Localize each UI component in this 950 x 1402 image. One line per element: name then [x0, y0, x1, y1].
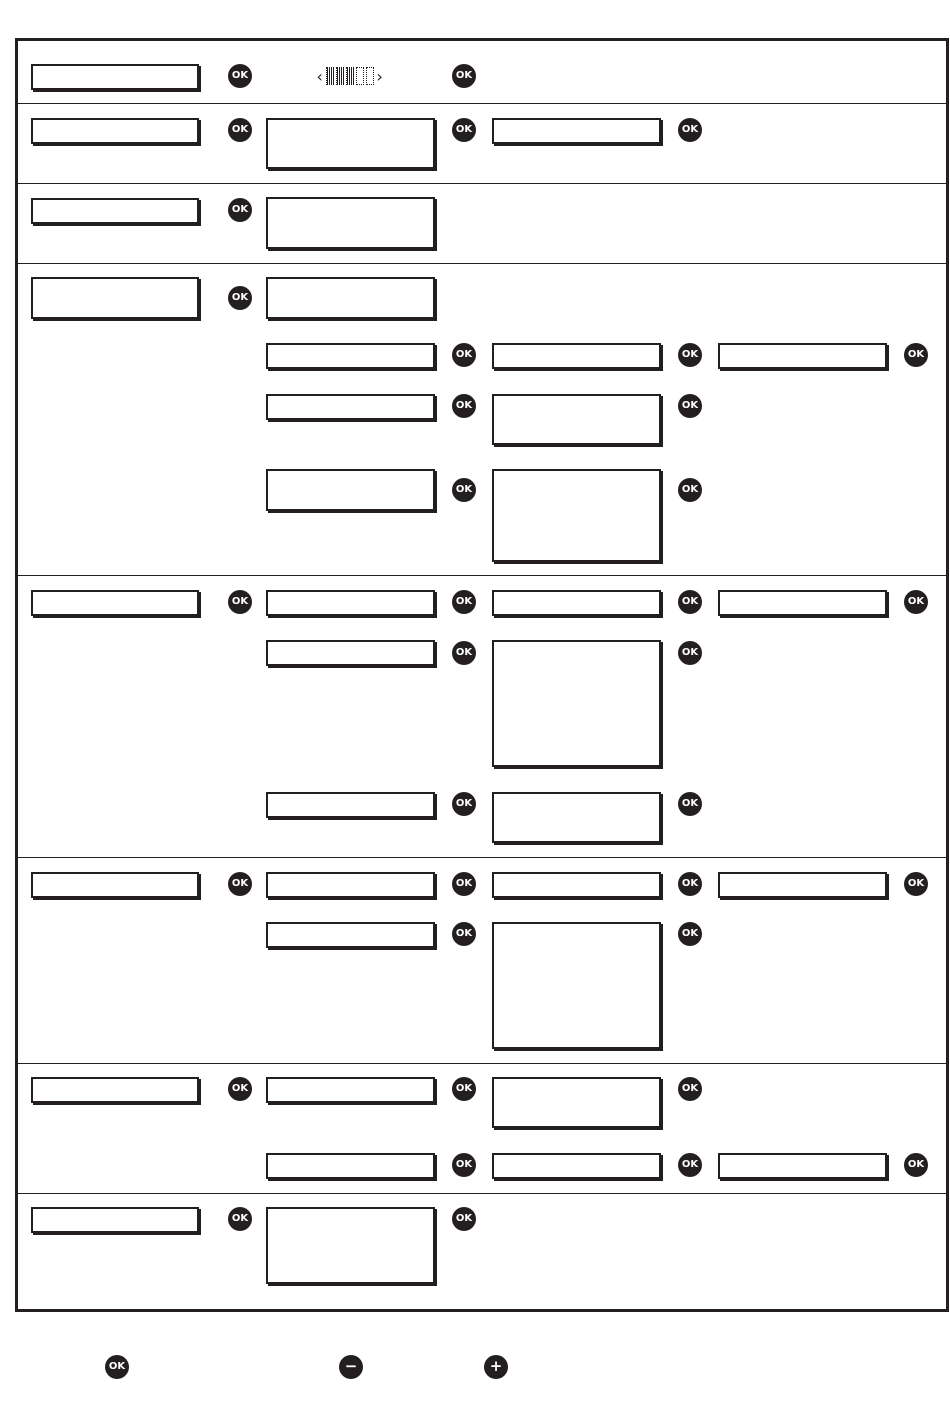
ok-button-icon[interactable]: OK — [678, 872, 702, 896]
menu-field — [31, 118, 199, 144]
row-divider — [18, 1193, 946, 1194]
ok-button-icon[interactable]: OK — [228, 590, 252, 614]
ok-button-icon[interactable]: OK — [678, 641, 702, 665]
ok-button-icon[interactable]: OK — [452, 478, 476, 502]
menu-field — [266, 394, 435, 420]
ok-button-icon[interactable]: OK — [452, 1207, 476, 1231]
menu-field — [492, 922, 661, 1049]
menu-field — [492, 118, 661, 144]
menu-field — [266, 118, 435, 169]
menu-field — [492, 590, 661, 616]
menu-field — [266, 277, 435, 319]
menu-field — [492, 1153, 661, 1179]
row-divider — [18, 575, 946, 576]
ok-button-icon[interactable]: OK — [228, 1077, 252, 1101]
menu-field — [718, 872, 887, 898]
menu-field — [266, 1077, 435, 1103]
menu-field — [31, 277, 199, 319]
ok-button-icon[interactable]: OK — [452, 922, 476, 946]
menu-field — [266, 872, 435, 898]
ok-button-icon[interactable]: OK — [105, 1355, 129, 1379]
ok-button-icon[interactable]: OK — [228, 64, 252, 88]
menu-field — [266, 792, 435, 818]
plus-button-icon[interactable]: + — [484, 1355, 508, 1379]
ok-button-icon[interactable]: OK — [452, 1077, 476, 1101]
row-divider — [18, 263, 946, 264]
ok-button-icon[interactable]: OK — [678, 478, 702, 502]
row-divider — [18, 1063, 946, 1064]
ok-button-icon[interactable]: OK — [452, 1153, 476, 1177]
ok-button-icon[interactable]: OK — [452, 641, 476, 665]
battery-level-display-icon: ‹ › — [315, 66, 385, 86]
ok-button-icon[interactable]: OK — [452, 872, 476, 896]
ok-button-icon[interactable]: OK — [678, 590, 702, 614]
menu-field — [266, 1207, 435, 1284]
ok-button-icon[interactable]: OK — [678, 792, 702, 816]
row-divider — [18, 857, 946, 858]
ok-button-icon[interactable]: OK — [228, 872, 252, 896]
menu-field — [492, 343, 661, 369]
menu-field — [266, 922, 435, 948]
ok-button-icon[interactable]: OK — [452, 64, 476, 88]
ok-button-icon[interactable]: OK — [452, 394, 476, 418]
ok-button-icon[interactable]: OK — [678, 922, 702, 946]
ok-button-icon[interactable]: OK — [678, 118, 702, 142]
menu-field — [31, 64, 199, 90]
menu-field — [718, 590, 887, 616]
menu-field — [492, 469, 661, 562]
menu-field — [718, 1153, 887, 1179]
ok-button-icon[interactable]: OK — [678, 343, 702, 367]
menu-field — [266, 1153, 435, 1179]
menu-map-frame — [15, 38, 949, 1312]
ok-button-icon[interactable]: OK — [452, 792, 476, 816]
ok-button-icon[interactable]: OK — [452, 590, 476, 614]
ok-button-icon[interactable]: OK — [452, 118, 476, 142]
ok-button-icon[interactable]: OK — [452, 343, 476, 367]
ok-button-icon[interactable]: OK — [904, 1153, 928, 1177]
menu-field — [266, 469, 435, 511]
ok-button-icon[interactable]: OK — [678, 1153, 702, 1177]
ok-button-icon[interactable]: OK — [904, 343, 928, 367]
menu-field — [718, 343, 887, 369]
menu-field — [266, 343, 435, 369]
ok-button-icon[interactable]: OK — [678, 1077, 702, 1101]
ok-button-icon[interactable]: OK — [228, 1207, 252, 1231]
menu-field — [31, 1077, 199, 1103]
menu-field — [492, 872, 661, 898]
menu-field — [492, 394, 661, 445]
ok-button-icon[interactable]: OK — [228, 118, 252, 142]
row-divider — [18, 183, 946, 184]
menu-field — [492, 1077, 661, 1128]
ok-button-icon[interactable]: OK — [678, 394, 702, 418]
menu-field — [31, 590, 199, 616]
row-divider — [18, 103, 946, 104]
ok-button-icon[interactable]: OK — [904, 872, 928, 896]
menu-field — [31, 1207, 199, 1233]
menu-field — [492, 640, 661, 767]
menu-field — [266, 640, 435, 666]
menu-field — [266, 590, 435, 616]
ok-button-icon[interactable]: OK — [904, 590, 928, 614]
menu-field — [31, 198, 199, 224]
menu-field — [492, 792, 661, 843]
menu-field — [31, 872, 199, 898]
menu-field — [266, 197, 435, 249]
minus-button-icon[interactable]: − — [339, 1355, 363, 1379]
ok-button-icon[interactable]: OK — [228, 198, 252, 222]
ok-button-icon[interactable]: OK — [228, 286, 252, 310]
